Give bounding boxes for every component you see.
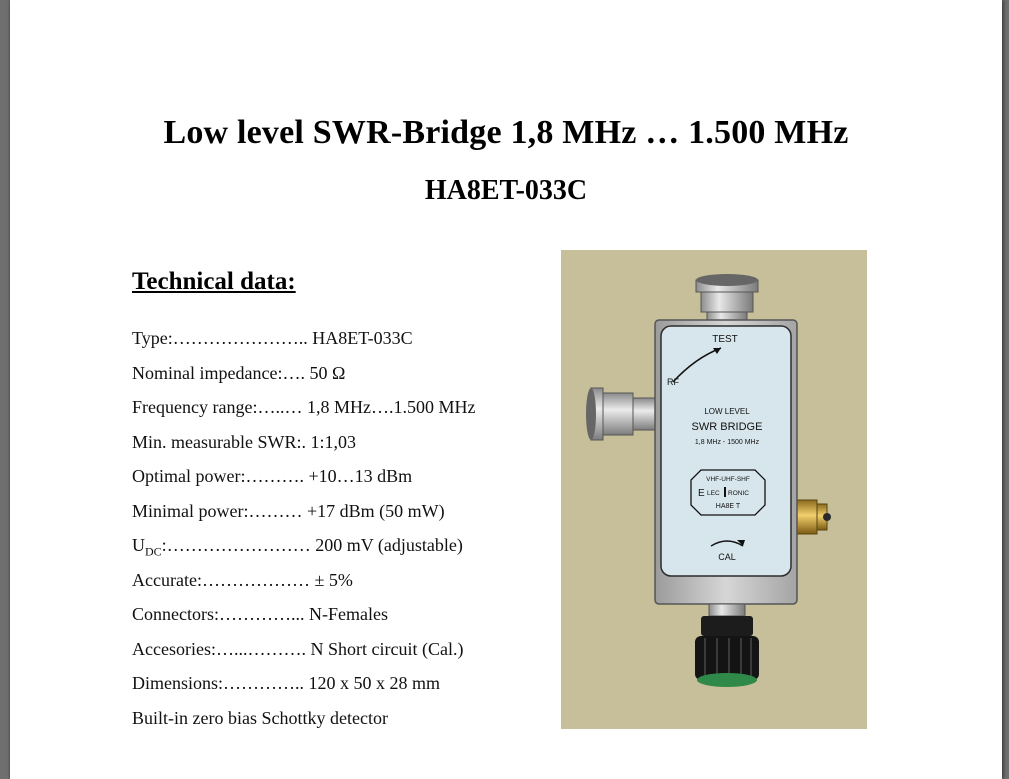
spec-frequency-range: Frequency range:…..… 1,8 MHz….1.500 MHz: [132, 397, 476, 417]
calibration-knob: [695, 604, 759, 687]
model-number: HA8ET-033C: [424, 175, 588, 206]
spec-type: Type:………………….. HA8ET-033C: [132, 328, 413, 348]
spec-udc: $U_{DC}:\dots\dots\dots\dots\dots\dots\dots\dots$ 200 mV (adjustable): [132, 535, 463, 559]
label-low-level: LOW LEVEL: [704, 407, 750, 416]
logo-e: E: [698, 488, 705, 499]
label-swr-bridge: SWR BRIDGE: [691, 421, 763, 433]
spec-accessories: Accesories:…...………. N Short circuit (Cal.): [132, 638, 464, 659]
spec-min-swr: Min. measurable SWR:. 1:1,03: [132, 431, 356, 452]
spec-accuracy: Accurate:……………… ± 5%: [132, 569, 353, 590]
spec-optimal-power: Optimal power:………. +10…13 dBm: [132, 466, 413, 486]
label-rf: RF: [667, 377, 679, 387]
logo-ronic: RONIC: [728, 490, 749, 497]
spec-connectors: Connectors:…………... N-Females: [132, 604, 388, 624]
page-title: Low level SWR-Bridge 1,8 MHz … 1.500 MHz: [163, 114, 849, 151]
label-test: TEST: [712, 334, 738, 345]
spec-list: [132, 323, 475, 737]
top-connector: [696, 274, 758, 324]
spec-minimal-power: Minimal power:……… +17 dBm (50 mW): [132, 500, 445, 521]
label-maker: HA8E T: [715, 503, 741, 510]
label-range: 1,8 MHz - 1500 MHz: [694, 439, 760, 446]
front-panel: [661, 326, 791, 576]
label-cal: CAL: [718, 552, 736, 562]
spec-impedance: Nominal impedance:…. 50 Ω: [132, 362, 346, 383]
logo-lec: LEC: [707, 490, 720, 497]
spec-detector: Built-in zero bias Schottky detector: [132, 707, 388, 728]
technical-data-heading: Technical data:: [132, 268, 296, 295]
swr-bridge-illustration: [561, 250, 867, 729]
device-photo: [561, 250, 867, 729]
spec-dimensions: Dimensions:………….. 120 x 50 x 28 mm: [132, 673, 441, 693]
document-page: [10, 0, 1002, 779]
right-rca-connector: [795, 500, 831, 534]
left-connector: [586, 388, 657, 440]
label-band: VHF-UHF-SHF: [706, 476, 750, 483]
